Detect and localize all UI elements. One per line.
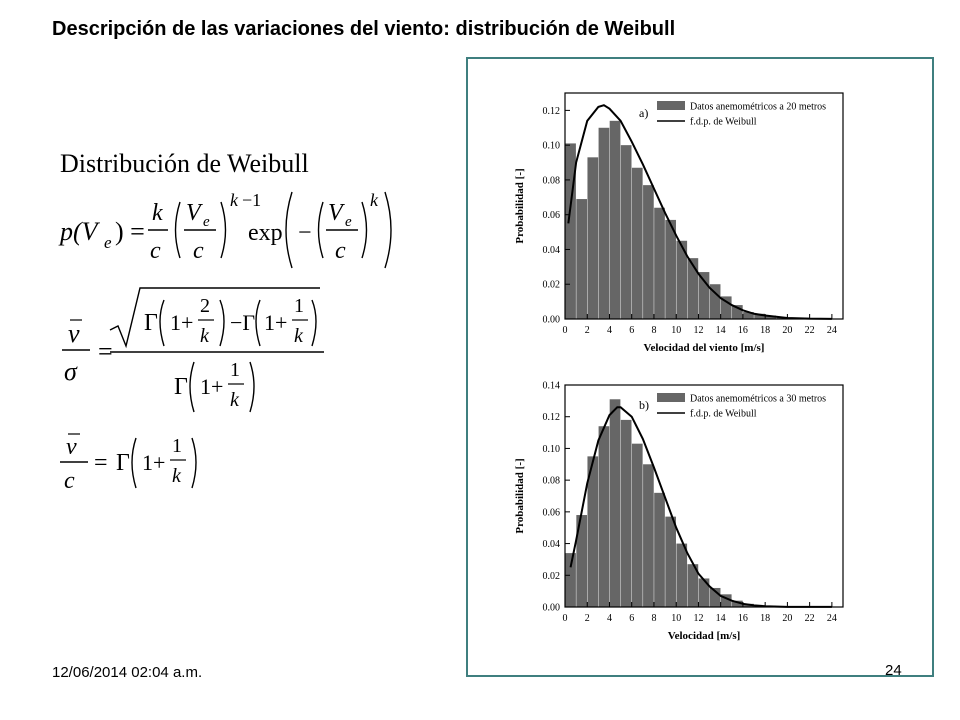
bar (565, 553, 576, 607)
svg-text:Γ: Γ (144, 310, 158, 336)
bar (699, 272, 710, 319)
bar (665, 220, 676, 319)
x-tick-label: 22 (804, 613, 815, 624)
legend-swatch-bars (657, 393, 685, 402)
svg-text:1: 1 (230, 359, 240, 381)
svg-text:1: 1 (172, 435, 182, 457)
svg-text:c: c (64, 468, 75, 494)
panel-label: a) (639, 106, 649, 120)
bar (576, 199, 587, 319)
svg-text:e: e (203, 214, 210, 230)
svg-text:Γ: Γ (116, 450, 130, 476)
svg-text:Γ: Γ (174, 374, 188, 400)
svg-text:k: k (230, 190, 238, 210)
svg-text:k: k (294, 325, 303, 347)
bar (654, 493, 665, 607)
formula-pdf (58, 190, 391, 268)
bar (632, 168, 643, 319)
bar (610, 399, 621, 607)
bar (665, 517, 676, 607)
x-tick-label: 2 (584, 325, 590, 336)
formula-ratio-sigma (62, 288, 324, 412)
legend-label-bars: Datos anemométricos a 30 metros (690, 393, 827, 405)
legend-label-bars: Datos anemométricos a 20 metros (690, 101, 827, 113)
y-axis-label: Probabilidad [-] (514, 458, 526, 534)
x-tick-label: 6 (629, 325, 635, 336)
svg-text:e: e (345, 214, 352, 230)
svg-text:−1: −1 (242, 190, 262, 210)
bar (621, 420, 632, 607)
x-tick-label: 2 (584, 613, 590, 624)
svg-text:2: 2 (200, 295, 210, 317)
weibull-charts (468, 59, 932, 675)
x-tick-label: 10 (671, 613, 682, 624)
bar (610, 121, 621, 319)
y-tick-label: 0.04 (542, 244, 560, 256)
y-axis-label: Probabilidad [-] (514, 168, 526, 244)
x-tick-label: 8 (651, 325, 657, 336)
chart-panel-a (514, 93, 843, 354)
x-tick-label: 0 (562, 613, 568, 624)
svg-text:V: V (186, 200, 201, 226)
x-tick-label: 4 (606, 613, 612, 624)
svg-text:k: k (370, 190, 378, 210)
bar (676, 544, 687, 607)
weibull-formulas (40, 140, 440, 520)
svg-text:c: c (335, 238, 346, 264)
formula-ratio-c (60, 434, 196, 494)
legend-label-curve: f.d.p. de Weibull (690, 408, 757, 420)
bar (654, 208, 665, 319)
bar (621, 145, 632, 319)
y-tick-label: 0.06 (542, 507, 560, 519)
y-tick-label: 0.02 (542, 570, 560, 582)
chart-panel-b (514, 381, 843, 643)
svg-text:k: k (200, 325, 209, 347)
page-number: 24 (885, 662, 902, 676)
bar (643, 185, 654, 319)
svg-text:exp: exp (248, 220, 283, 246)
x-tick-label: 14 (715, 325, 726, 336)
y-tick-label: 0.10 (542, 140, 560, 152)
slide-title: Descripción de las variaciones del viento: distribución de Weibull (52, 18, 676, 40)
svg-text:−: − (298, 220, 312, 246)
bar (688, 258, 699, 319)
bar (587, 157, 598, 319)
x-tick-label: 14 (715, 613, 726, 624)
svg-text:k: k (172, 465, 181, 487)
x-tick-label: 4 (606, 325, 612, 336)
x-axis-label: Velocidad del viento [m/s] (643, 342, 765, 354)
svg-text:1+: 1+ (170, 310, 194, 335)
x-tick-label: 0 (562, 325, 568, 336)
x-tick-label: 16 (737, 613, 748, 624)
svg-text:−Γ: −Γ (230, 310, 256, 335)
x-tick-label: 10 (671, 325, 682, 336)
x-tick-label: 20 (782, 325, 793, 336)
x-tick-label: 24 (826, 613, 837, 624)
weibull-figure (466, 57, 934, 677)
x-tick-label: 24 (826, 325, 837, 336)
x-tick-label: 12 (693, 613, 704, 624)
svg-text:e: e (104, 233, 112, 252)
bar (599, 426, 610, 607)
x-tick-label: 20 (782, 613, 793, 624)
y-tick-label: 0.04 (542, 539, 560, 551)
svg-text:v: v (68, 319, 80, 348)
svg-text:=: = (98, 337, 113, 366)
x-tick-label: 6 (629, 613, 635, 624)
svg-text:k: k (152, 200, 163, 226)
bar (699, 578, 710, 607)
y-tick-label: 0.00 (542, 314, 560, 326)
svg-text:c: c (150, 238, 161, 264)
bar (643, 464, 654, 607)
y-tick-label: 0.12 (542, 105, 560, 117)
x-tick-label: 16 (737, 325, 748, 336)
x-tick-label: 22 (804, 325, 815, 336)
svg-text:v: v (66, 434, 77, 460)
x-tick-label: 12 (693, 325, 704, 336)
svg-text:p(V: p(V (60, 217, 98, 246)
x-tick-label: 18 (760, 325, 771, 336)
x-tick-label: 18 (760, 613, 771, 624)
y-tick-label: 0.06 (542, 210, 560, 222)
legend-swatch-bars (657, 101, 685, 110)
footer-date: 12/06/2014 02:04 a.m. (52, 664, 203, 681)
panel-label: b) (639, 398, 649, 412)
svg-text:1: 1 (294, 295, 304, 317)
svg-text:k: k (230, 389, 239, 411)
legend-label-curve: f.d.p. de Weibull (690, 116, 757, 128)
svg-text:V: V (328, 200, 343, 226)
y-tick-label: 0.14 (542, 380, 560, 392)
bar (599, 128, 610, 319)
x-axis-label: Velocidad [m/s] (667, 630, 741, 642)
y-tick-label: 0.10 (542, 443, 560, 455)
svg-text:1+: 1+ (200, 374, 224, 399)
y-tick-label: 0.08 (542, 475, 560, 487)
svg-text:σ: σ (64, 357, 77, 386)
x-tick-label: 8 (651, 613, 657, 624)
svg-text:) =: ) = (115, 217, 145, 246)
y-tick-label: 0.02 (542, 279, 560, 291)
svg-text:1+: 1+ (142, 450, 166, 475)
svg-text:c: c (193, 238, 204, 264)
bar (632, 444, 643, 607)
y-tick-label: 0.00 (542, 602, 560, 614)
y-tick-label: 0.08 (542, 175, 560, 187)
svg-text:=: = (94, 450, 108, 476)
formula-heading: Distribución de Weibull (60, 149, 309, 178)
y-tick-label: 0.12 (542, 412, 560, 424)
svg-text:1+: 1+ (264, 310, 288, 335)
